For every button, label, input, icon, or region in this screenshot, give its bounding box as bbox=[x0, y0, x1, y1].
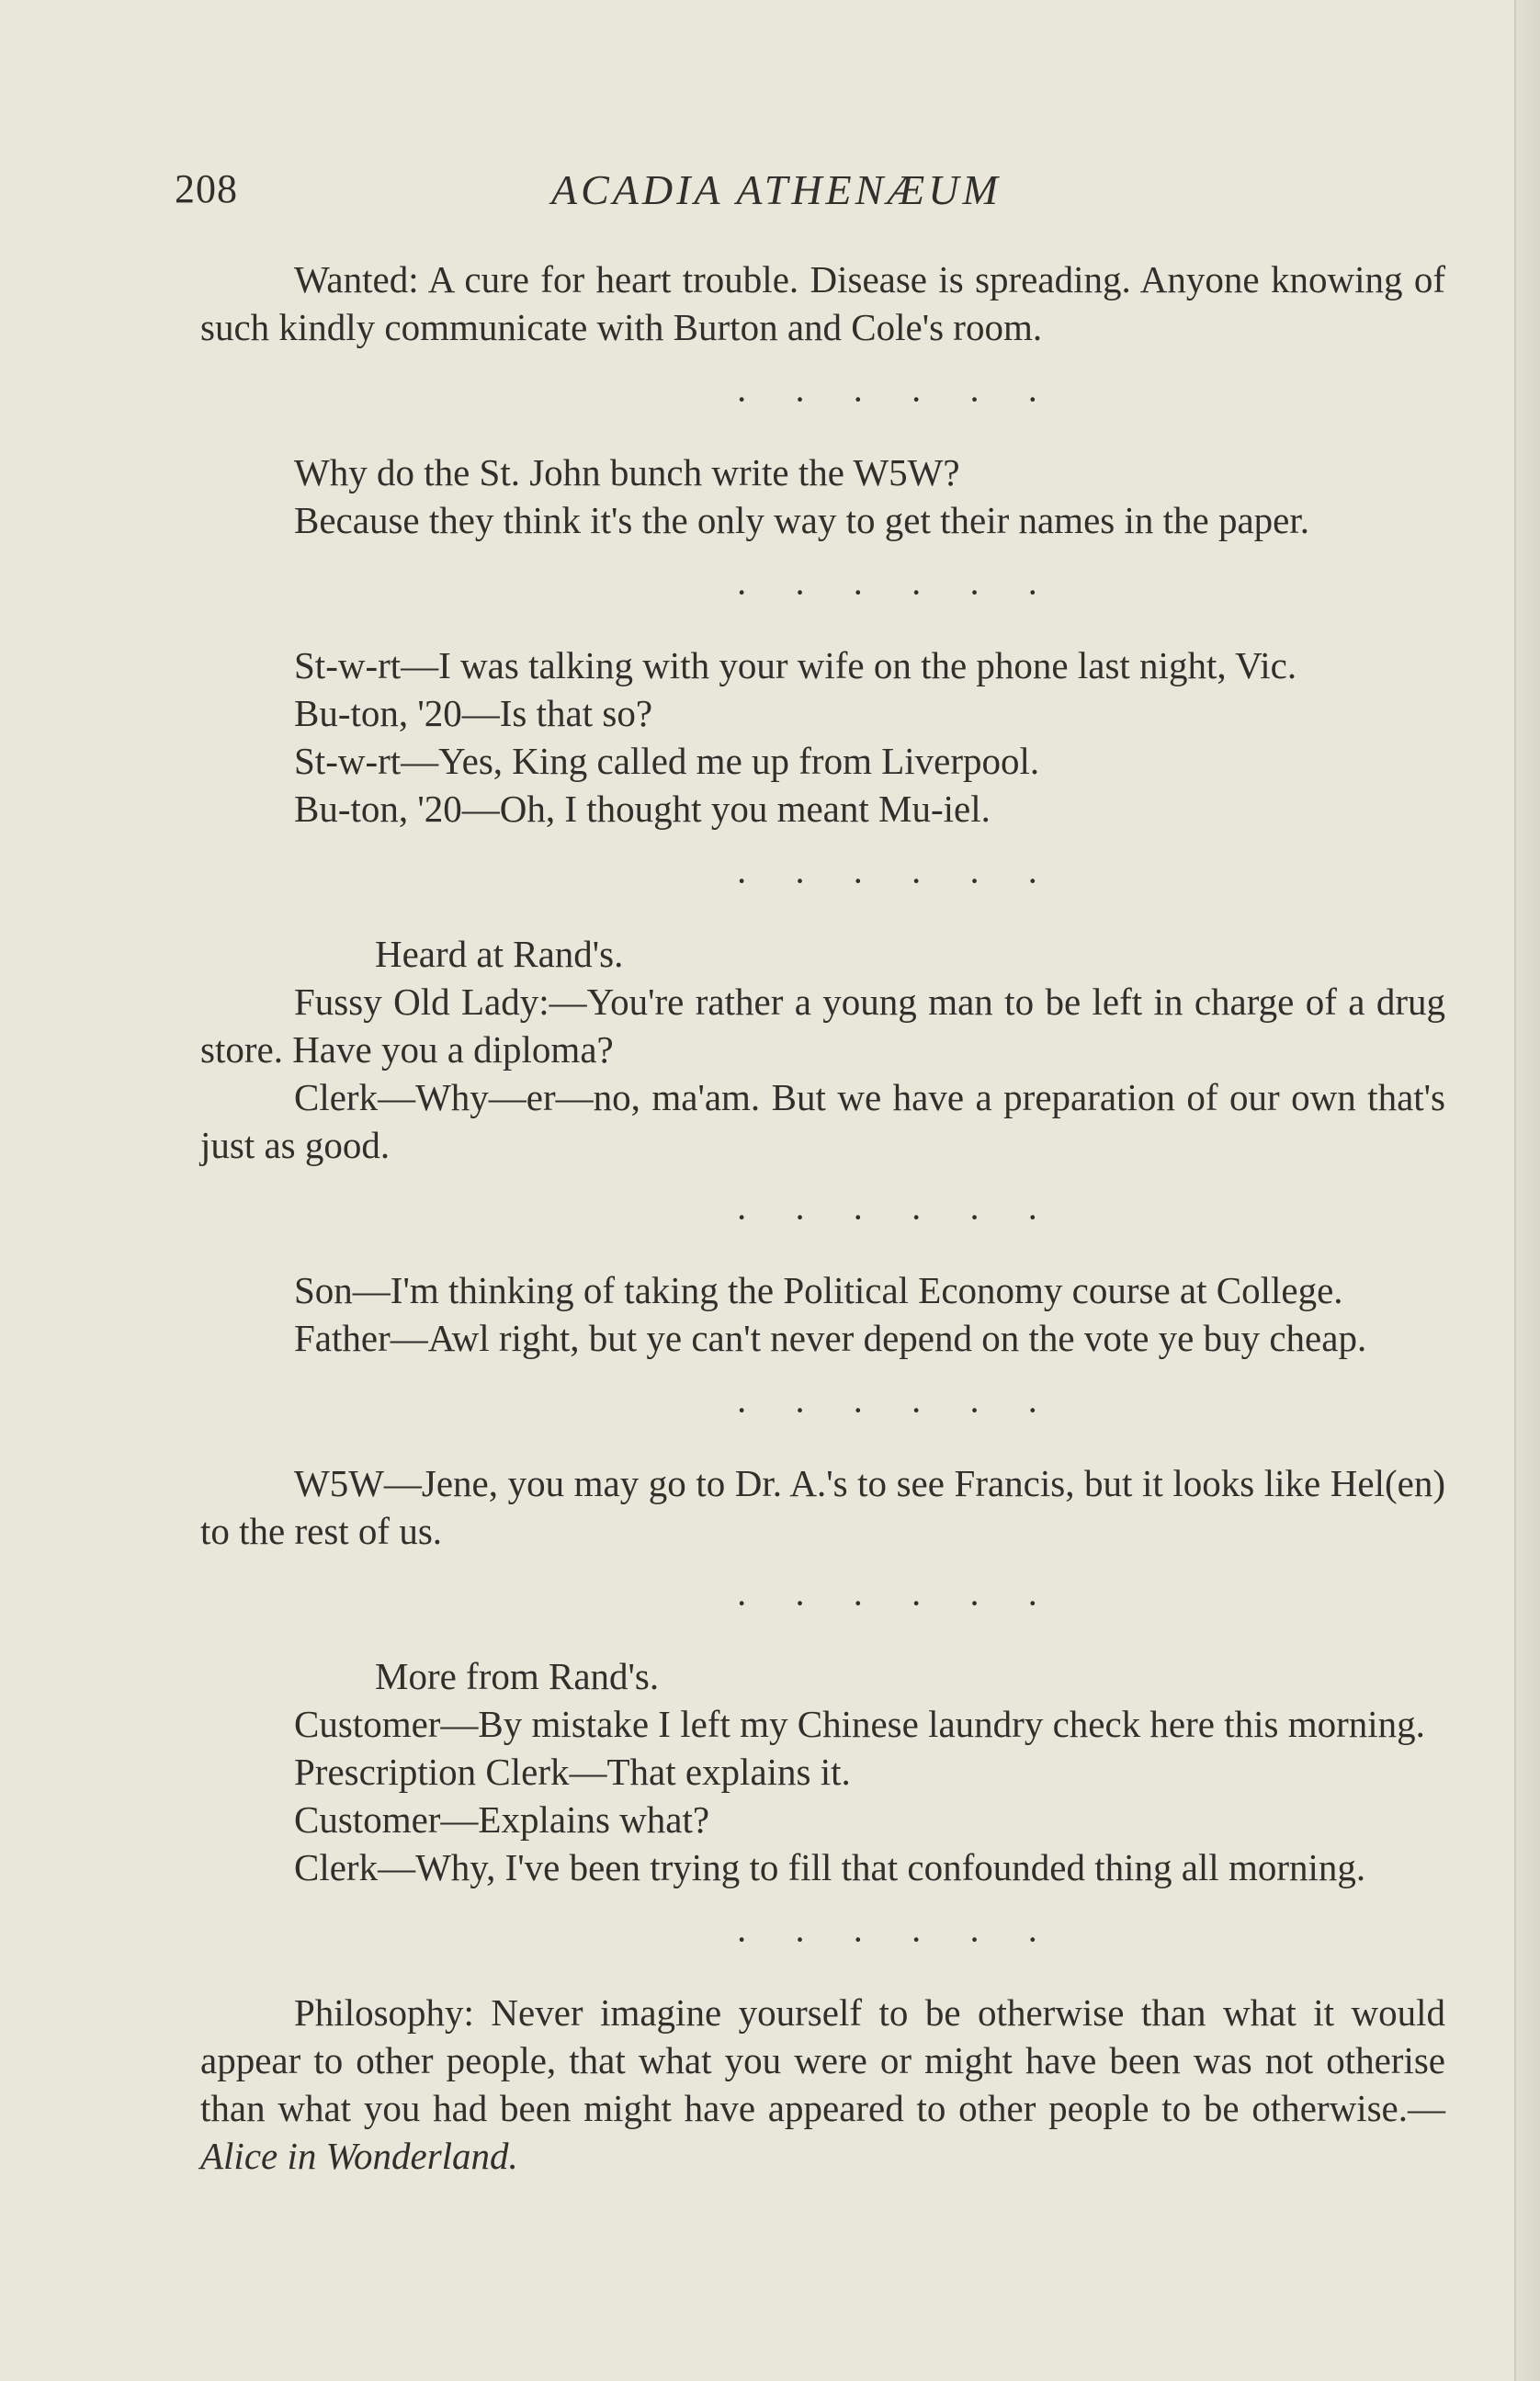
paragraph-philosophy bbox=[200, 1989, 1445, 2180]
dialogue-line: Fussy Old Lady:—You're rather a young man to be left in charge of a drug store. Have you a diploma? bbox=[200, 981, 1445, 1071]
separator-dots: · · · · · · bbox=[735, 1919, 1058, 1960]
dialogue-line: Bu-ton, '20—Oh, I thought you meant Mu-iel. bbox=[294, 788, 991, 830]
dialogue-line: St-w-rt—Yes, King called me up from Liverpool. bbox=[294, 740, 1040, 782]
separator-dots: · · · · · · bbox=[735, 1582, 1058, 1624]
dialogue-line: Clerk—Why, I've been trying to fill that confounded thing all morning. bbox=[294, 1846, 1366, 1888]
separator-dots: · · · · · · bbox=[735, 1389, 1058, 1431]
separator-dots: · · · · · · bbox=[735, 379, 1058, 420]
separator-dots: · · · · · · bbox=[735, 572, 1058, 613]
dialogue-line: Father—Awl right, but ye can't never depend on the vote ye buy cheap. bbox=[294, 1317, 1367, 1359]
section-heading: More from Rand's. bbox=[375, 1655, 660, 1697]
section-heading: Heard at Rand's. bbox=[375, 933, 624, 975]
page-header bbox=[175, 165, 1443, 221]
page-edge bbox=[1514, 0, 1540, 2381]
dialogue-line: Bu-ton, '20—Is that so? bbox=[294, 692, 653, 734]
running-head: ACADIA ATHENÆUM bbox=[551, 166, 1002, 213]
page-body bbox=[200, 255, 1445, 2180]
dialogue-line: Prescription Clerk—That explains it. bbox=[294, 1751, 851, 1793]
dialogue-line: Son—I'm thinking of taking the Political Economy course at College. bbox=[294, 1269, 1343, 1311]
dialogue-line: Customer—By mistake I left my Chinese laundry check here this morning. bbox=[294, 1703, 1425, 1745]
separator-dots: · · · · · · bbox=[735, 860, 1058, 901]
philosophy-text: Philosophy: Never imagine yourself to be otherwise than what it would appear to other people, that what you were or might have been was not otherise than what you had been might have appeared to other people to be otherwise.— bbox=[200, 1991, 1445, 2129]
page-number: 208 bbox=[175, 166, 238, 211]
dialogue-line: Customer—Explains what? bbox=[294, 1798, 710, 1841]
paragraph-question: Why do the St. John bunch write the W5W? bbox=[294, 451, 960, 493]
dialogue-line: Clerk—Why—er—no, ma'am. But we have a preparation of our own that's just as good. bbox=[200, 1076, 1445, 1166]
dialogue-line: St-w-rt—I was talking with your wife on the phone last night, Vic. bbox=[294, 644, 1297, 686]
paragraph-wanted: Wanted: A cure for heart trouble. Disease is spreading. Anyone knowing of such kindly communicate with Burton and Cole's room. bbox=[200, 258, 1445, 348]
paragraph-answer: Because they think it's the only way to get their names in the paper. bbox=[294, 499, 1309, 541]
separator-dots: · · · · · · bbox=[735, 1196, 1058, 1238]
paragraph-w5w: W5W—Jene, you may go to Dr. A.'s to see Francis, but it looks like Hel(en) to the rest of us. bbox=[200, 1462, 1445, 1552]
citation: Alice in Wonderland. bbox=[200, 2135, 518, 2177]
